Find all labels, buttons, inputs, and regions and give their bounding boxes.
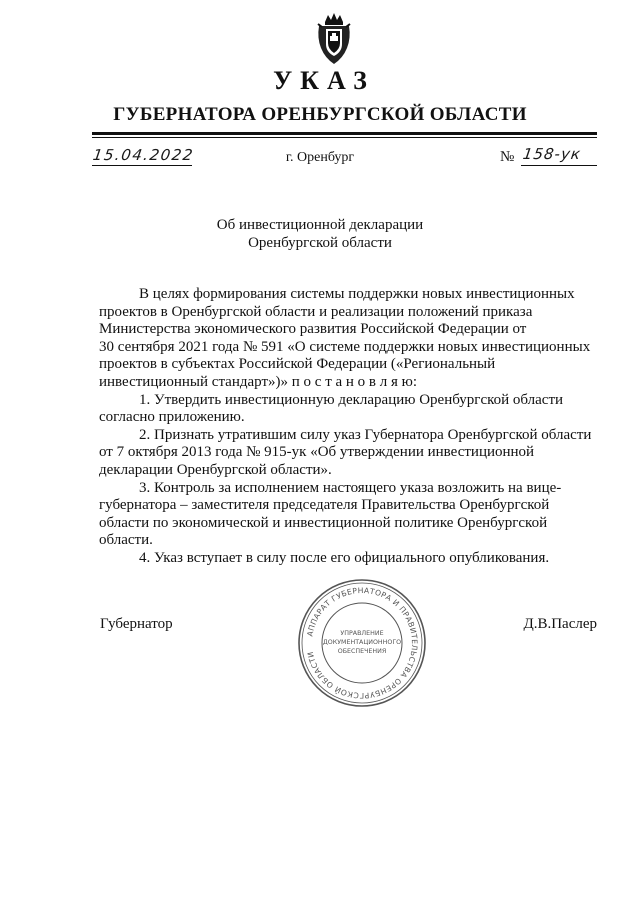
document-subtitle: ГУБЕРНАТОРА ОРЕНБУРГСКОЙ ОБЛАСТИ bbox=[113, 104, 527, 125]
signatory-name: Д.В.Паслер bbox=[523, 616, 597, 632]
document-date: 15.04.2022 bbox=[91, 146, 196, 164]
body-line: 30 сентября 2021 года № 591 «О системе поддержки новых инвестиционных bbox=[99, 338, 591, 355]
header-divider-thick bbox=[92, 132, 597, 135]
stamp-ring-text: АППАРАТ ГУБЕРНАТОРА И ПРАВИТЕЛЬСТВА ОРЕНБУРГСКОЙ ОБЛАСТИ bbox=[305, 585, 420, 701]
heading-line: Оренбургской области bbox=[248, 235, 392, 251]
official-stamp bbox=[297, 578, 427, 708]
body-line: 2. Признать утратившим силу указ Губернатора Оренбургской области bbox=[139, 426, 592, 443]
item-paragraph bbox=[99, 427, 597, 480]
stamp-center-line: ОБЕСПЕЧЕНИЯ bbox=[337, 648, 387, 655]
body-line: инвестиционный стандарт»)» п о с т а н о в л я ю: bbox=[99, 373, 418, 390]
body-line: 3. Контроль за исполнением настоящего указа возложить на вице- bbox=[139, 479, 562, 496]
body-line: области. bbox=[99, 532, 153, 549]
body-line: области по экономической и инвестиционной политике Оренбургской bbox=[99, 514, 548, 531]
heading-line: Об инвестиционной декларации bbox=[216, 217, 424, 233]
number-sign: № bbox=[500, 149, 515, 165]
body-line: проектов в субъектах Российской Федерации («Региональный bbox=[99, 356, 496, 373]
item-paragraph bbox=[99, 480, 597, 550]
body-line: Министерства экономического развития Российской Федерации от bbox=[99, 321, 527, 338]
body-line: 4. Указ вступает в силу после его официального опубликования. bbox=[139, 549, 550, 566]
header-divider-thin bbox=[92, 137, 597, 138]
document-body bbox=[99, 286, 597, 568]
body-line: от 7 октября 2013 года № 915-ук «Об утверждении инвестиционной bbox=[99, 444, 535, 461]
number-underline bbox=[521, 165, 597, 166]
body-line: губернатора – заместителя председателя Правительства Оренбургской bbox=[99, 497, 550, 514]
stamp-center-line: ДОКУМЕНТАЦИОННОГО bbox=[322, 639, 402, 646]
body-line: декларации Оренбургской области». bbox=[99, 461, 332, 478]
document-city: г. Оренбург bbox=[285, 150, 355, 165]
stamp-center-line: УПРАВЛЕНИЕ bbox=[340, 630, 384, 637]
body-line: согласно приложению. bbox=[99, 409, 245, 426]
body-line: 1. Утвердить инвестиционную декларацию Оренбургской области bbox=[139, 391, 564, 408]
body-line: В целях формирования системы поддержки новых инвестиционных bbox=[139, 286, 575, 302]
document-title: УКАЗ bbox=[273, 66, 375, 95]
coat-of-arms-icon bbox=[313, 12, 355, 66]
item-paragraph bbox=[99, 550, 597, 568]
document-number: 158-ук bbox=[521, 145, 583, 163]
item-paragraph bbox=[99, 392, 597, 427]
document-heading bbox=[0, 216, 640, 252]
preamble-paragraph bbox=[99, 286, 597, 392]
body-line: проектов в Оренбургской области и реализации положений приказа bbox=[99, 303, 533, 320]
signatory-role: Губернатор bbox=[100, 616, 173, 632]
